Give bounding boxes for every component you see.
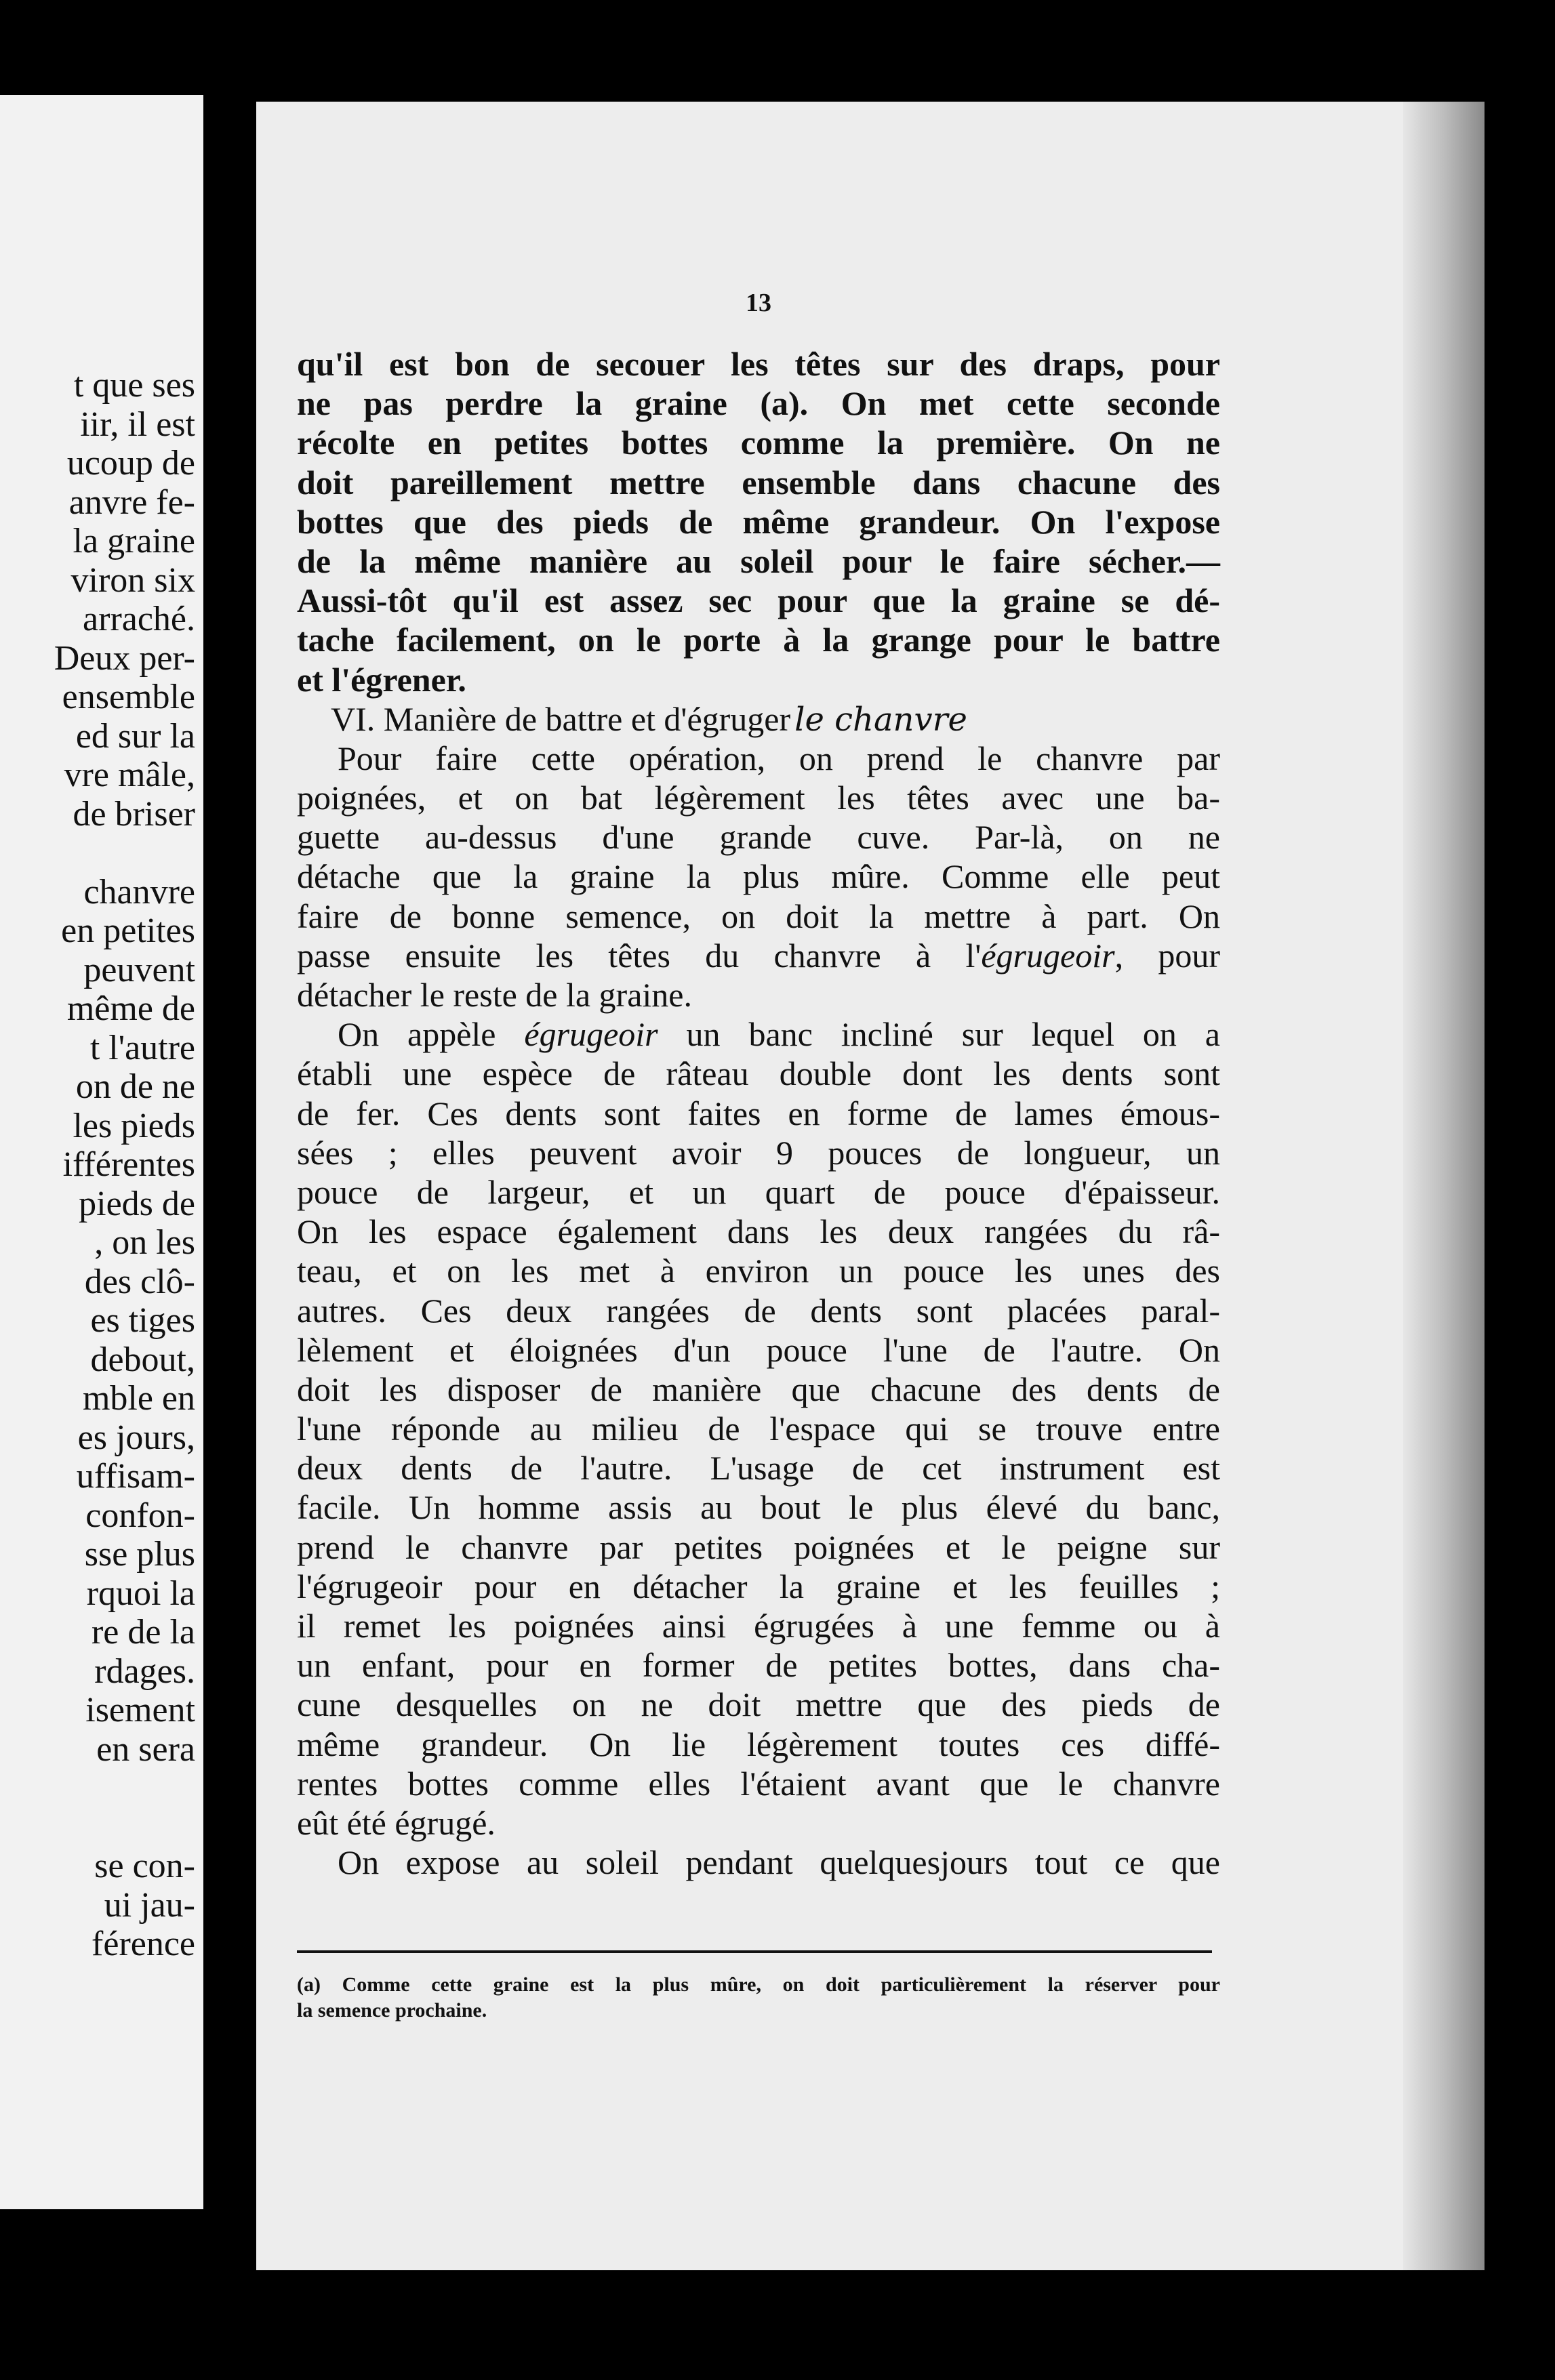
page-number: 13 [746,289,771,317]
footnote-divider [297,1950,1212,1953]
text-line: qu'il est bon de secouer les têtes sur des draps, pour [297,345,1220,383]
text-line: Aussi-tôt qu'il est assez sec pour que la graine se dé- [297,581,1220,620]
text-line: détacher le reste de la graine. [297,976,692,1014]
left-page-line: isement [85,1691,195,1729]
section-heading [297,699,1220,739]
left-page-line: re de la [91,1613,195,1651]
text-line: prend le chanvre par petites poignées et le peigne sur [297,1527,1220,1566]
text-line: même grandeur. On lie légèrement toutes ces diffé- [297,1725,1220,1763]
left-page-line: chanvre [83,872,195,911]
page-edge [1403,102,1485,2270]
left-page-line: mble en [82,1379,195,1418]
footnote-line: la semence prochaine. [297,1999,487,2022]
left-page-line: vre mâle, [64,756,195,794]
left-page-line: uffisam- [76,1457,195,1496]
left-page-line: iir, il est [80,405,195,444]
text-line: teau, et on les met à environ un pouce les unes des [297,1252,1220,1290]
left-page-line: se con- [94,1847,195,1885]
left-page-line: on de ne [75,1067,195,1106]
left-page-line: es tiges [90,1301,195,1340]
left-page-line: ifférentes [62,1145,195,1184]
left-page-line: arraché. [83,600,195,638]
text-line: l'égrugeoir pour en détacher la graine et les feuilles ; [297,1567,1220,1605]
text-line: Pour faire cette opération, on prend le chanvre par [338,739,1220,777]
left-page-line: les pieds [73,1106,195,1145]
text-span: un banc incliné sur lequel on a [658,1015,1220,1054]
left-page-line: anvre fe- [68,483,195,522]
left-page-line: debout, [90,1340,195,1379]
text-line: On expose au soleil pendant quelquesjours tout ce que [338,1843,1220,1882]
text-line: eût été égrugé. [297,1803,496,1842]
handwritten-annotation: le chanvre [794,700,967,739]
text-line: doit pareillement mettre ensemble dans chacune des [297,463,1220,501]
footnote-line: (a) Comme cette graine est la plus mûre, on doit particulièrement la réserver pour [297,1973,1220,1996]
left-page-line: en petites [61,911,195,950]
left-page-line: même de [66,989,195,1028]
left-page-line: ucoup de [66,444,195,483]
text-line: bottes que des pieds de même grandeur. On l'expose [297,502,1220,541]
left-page-line: sse plus [84,1535,195,1574]
text-line: et l'égrener. [297,660,466,699]
text-line: établi une espèce de râteau double dont les dents sont [297,1054,1220,1093]
text-line [297,1014,1220,1054]
text-line: doit les disposer de manière que chacune des dents de [297,1370,1220,1408]
text-line: lèlement et éloignées d'un pouce l'une de l'autre. On [297,1330,1220,1369]
left-page-line: des clô- [84,1262,195,1301]
left-page-line: ensemble [62,678,195,716]
left-page-line: t que ses [73,366,195,405]
text-span: On appèle [338,1015,525,1054]
text-line: deux dents de l'autre. L'usage de cet instrument est [297,1449,1220,1488]
footnote [297,1972,1220,2024]
left-page-line: en sera [96,1729,195,1769]
text-line: il remet les poignées ainsi égrugées à une femme ou à [297,1607,1220,1645]
text-line: autres. Ces deux rangées de dents sont placées paral- [297,1291,1220,1330]
left-page-line: peuvent [83,950,195,989]
left-page-line: confon- [85,1496,195,1535]
text-span: passe ensuite les têtes du chanvre à l' [297,936,982,974]
left-page-line: pieds de [79,1184,195,1223]
left-page-line: de briser [73,794,195,834]
text-line: de fer. Ces dents sont faites en forme de lames émous- [297,1094,1220,1132]
text-line: récolte en petites bottes comme la première. On ne [297,424,1220,462]
text-line: de la même manière au soleil pour le faire sécher.— [297,541,1220,580]
text-line: l'une réponde au milieu de l'espace qui se trouve entre [297,1410,1220,1448]
left-page-line: t l'autre [89,1028,195,1067]
text-line: pouce de largeur, et un quart de pouce d'épaisseur. [297,1172,1220,1211]
text-line: tache facilement, on le porte à la grange pour le battre [297,621,1220,659]
section-heading-text: VI. Manière de battre et d'égruger [331,699,791,738]
text-line [297,936,1220,975]
left-page-line: la graine [73,522,195,560]
text-line: guette au-dessus d'une grande cuve. Par-là, on ne [297,818,1220,857]
left-page-fragment [0,95,203,2209]
left-page-line: ui jau- [104,1885,195,1925]
left-page-line: Deux per- [54,638,195,678]
italic-term: égrugeoir [524,1015,658,1054]
left-page-line: férence [92,1925,195,1963]
text-line: cune desquelles on ne doit mettre que des pieds de [297,1685,1220,1724]
text-line: facile. Un homme assis au bout le plus élevé du banc, [297,1488,1220,1527]
text-line: rentes bottes comme elles l'étaient avant que le chanvre [297,1764,1220,1803]
text-line: faire de bonne semence, on doit la mettre à part. On [297,897,1220,935]
text-line: poignées, et on bat légèrement les têtes avec une ba- [297,779,1220,817]
text-span: , pour [1114,936,1220,974]
left-page-line: , on les [94,1223,195,1262]
italic-term: égrugeoir [981,936,1115,974]
left-page-line: rdages. [94,1651,195,1691]
text-line: un enfant, pour en former de petites bottes, dans cha- [297,1646,1220,1685]
left-page-line: es jours, [77,1418,195,1457]
text-line: On les espace également dans les deux rangées du râ- [297,1212,1220,1251]
left-page-line: ed sur la [75,716,195,756]
left-page-line: viron six [70,560,195,600]
text-line: ne pas perdre la graine (a). On met cette seconde [297,384,1220,423]
text-line: sées ; elles peuvent avoir 9 pouces de longueur, un [297,1133,1220,1172]
text-line: détache que la graine la plus mûre. Comme elle peut [297,857,1220,896]
main-text [297,344,1220,1882]
left-page-line: rquoi la [86,1574,195,1613]
